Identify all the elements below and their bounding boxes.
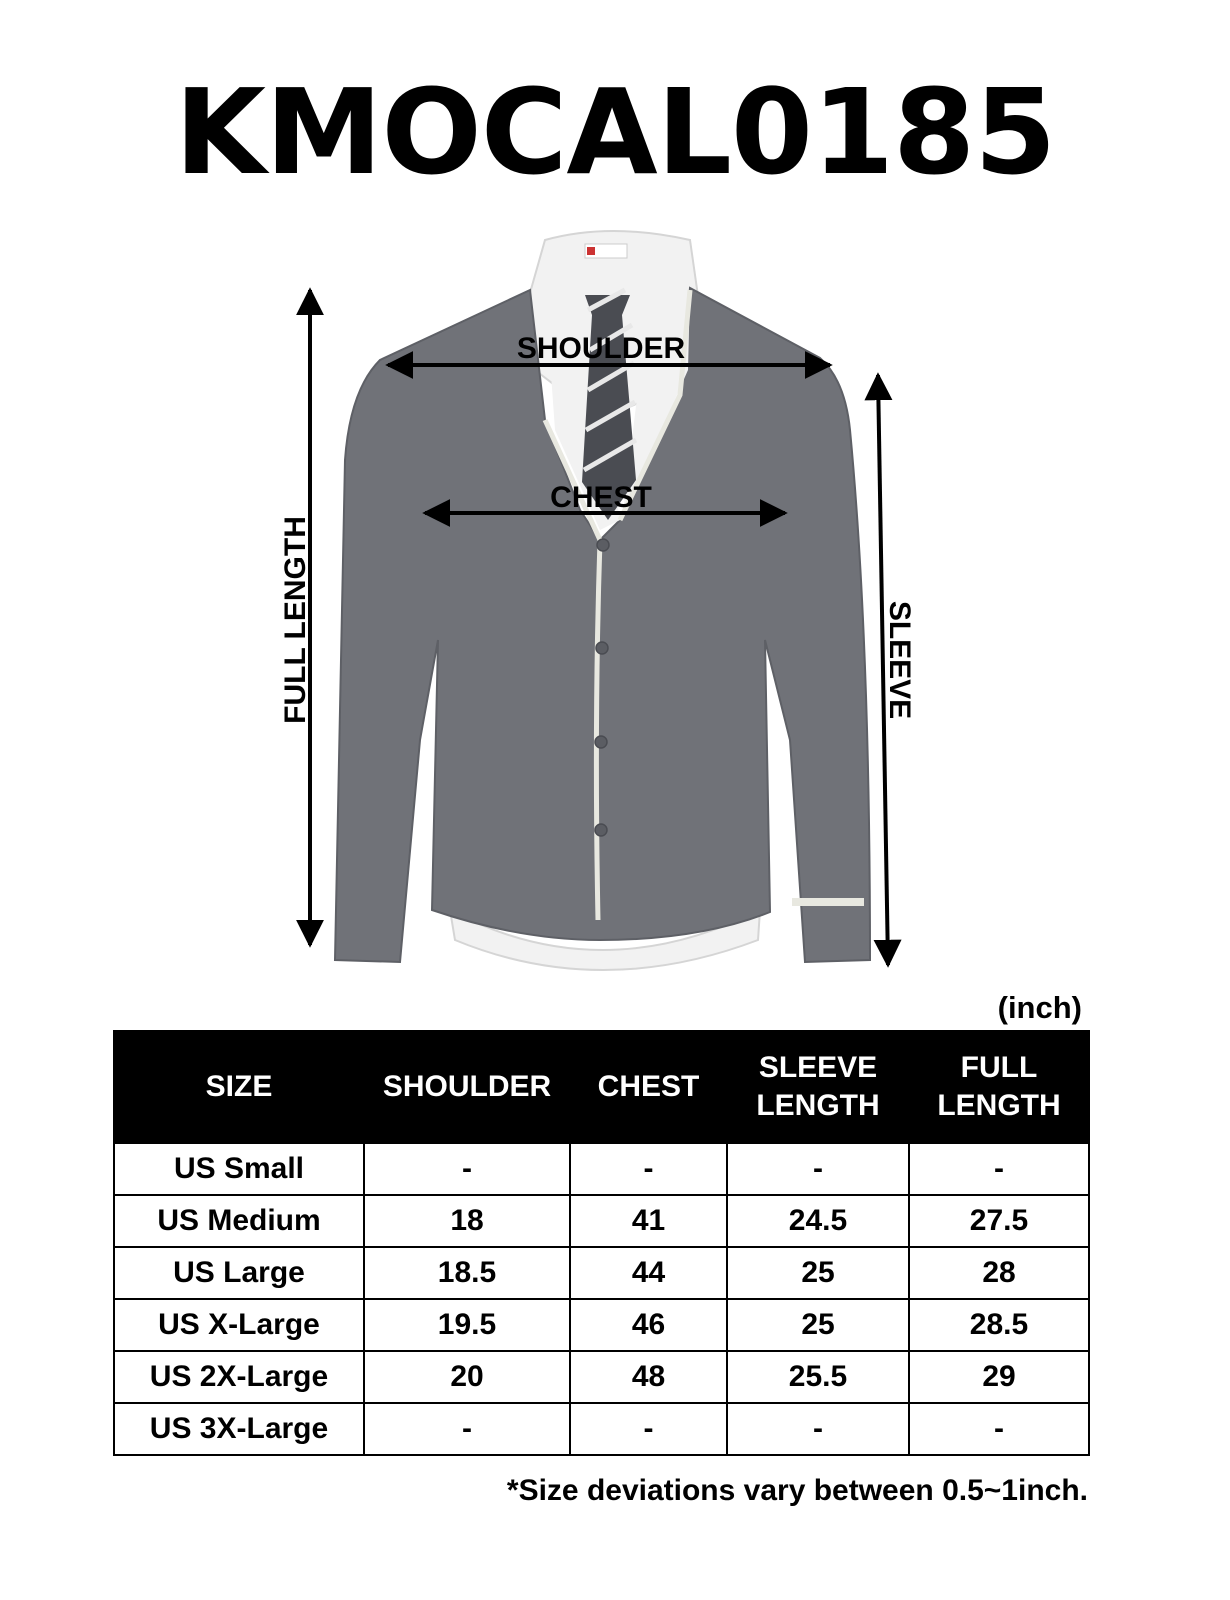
- shoulder-label: SHOULDER: [516, 332, 686, 365]
- table-row: [114, 1143, 1089, 1195]
- chest-label: CHEST: [550, 481, 652, 514]
- table-cell: 25.5: [727, 1351, 909, 1403]
- table-cell: -: [727, 1143, 909, 1195]
- table-cell: 27.5: [909, 1195, 1089, 1247]
- table-row: [114, 1403, 1089, 1455]
- header-chest: CHEST: [570, 1031, 727, 1143]
- full-length-label: FULL LENGTH: [279, 516, 312, 724]
- cardigan-illustration: [0, 220, 1230, 1000]
- table-cell: 18: [364, 1195, 570, 1247]
- table-header-row: [114, 1031, 1089, 1143]
- table-cell: US 3X-Large: [114, 1403, 364, 1455]
- header-shoulder: SHOULDER: [364, 1031, 570, 1143]
- table-cell: 41: [570, 1195, 727, 1247]
- table-cell: -: [727, 1403, 909, 1455]
- table-cell: US 2X-Large: [114, 1351, 364, 1403]
- table-cell: -: [570, 1403, 727, 1455]
- table-cell: 28: [909, 1247, 1089, 1299]
- table-row: [114, 1299, 1089, 1351]
- table-cell: 48: [570, 1351, 727, 1403]
- cuff-stripe: [792, 898, 864, 906]
- sleeve-label: SLEEVE: [883, 600, 916, 720]
- table-row: [114, 1351, 1089, 1403]
- table-cell: US Medium: [114, 1195, 364, 1247]
- header-size: SIZE: [114, 1031, 364, 1143]
- table-cell: -: [364, 1403, 570, 1455]
- table-cell: -: [570, 1143, 727, 1195]
- table-row: [114, 1195, 1089, 1247]
- table-cell: US X-Large: [114, 1299, 364, 1351]
- table-cell: -: [364, 1143, 570, 1195]
- table-cell: 29: [909, 1351, 1089, 1403]
- table-cell: 25: [727, 1299, 909, 1351]
- table-cell: US Small: [114, 1143, 364, 1195]
- table-cell: -: [909, 1143, 1089, 1195]
- product-title: KMOCAL0185: [174, 63, 1056, 201]
- table-cell: 20: [364, 1351, 570, 1403]
- table-cell: 18.5: [364, 1247, 570, 1299]
- table-cell: 19.5: [364, 1299, 570, 1351]
- table-row: [114, 1247, 1089, 1299]
- unit-label: (inch): [997, 990, 1082, 1025]
- header-sleeve-length: SLEEVE LENGTH: [727, 1031, 909, 1143]
- table-cell: 25: [727, 1247, 909, 1299]
- size-chart-table: [113, 1030, 1090, 1456]
- header-full-length: FULL LENGTH: [909, 1031, 1089, 1143]
- table-cell: 46: [570, 1299, 727, 1351]
- table-cell: -: [909, 1403, 1089, 1455]
- size-deviation-note: *Size deviations vary between 0.5~1inch.: [506, 1474, 1088, 1507]
- table-cell: 28.5: [909, 1299, 1089, 1351]
- table-cell: 44: [570, 1247, 727, 1299]
- table-cell: 24.5: [727, 1195, 909, 1247]
- table-cell: US Large: [114, 1247, 364, 1299]
